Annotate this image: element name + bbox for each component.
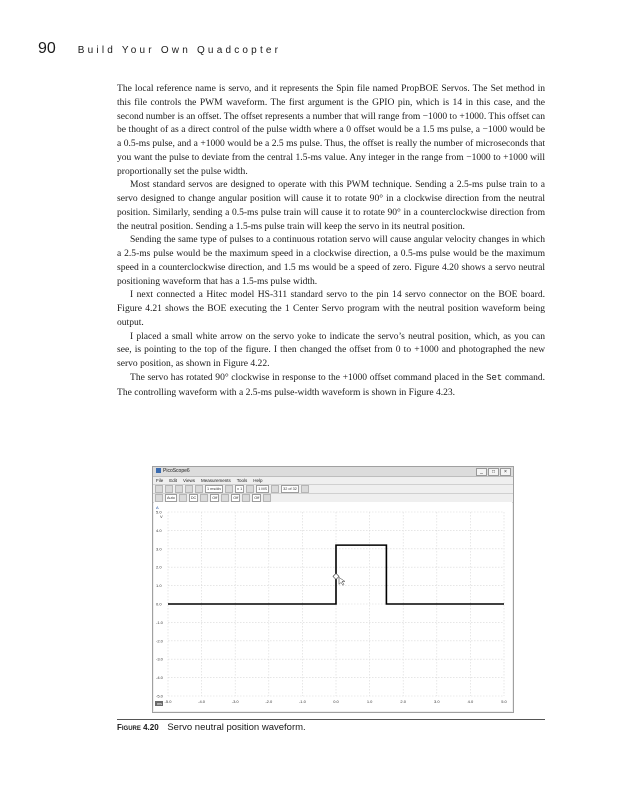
y-tick-label: -2.0 — [156, 638, 163, 644]
toolbar-button-icon[interactable] — [185, 485, 193, 493]
x-unit-label: ms — [157, 702, 163, 706]
menu-item[interactable]: Tools — [236, 478, 248, 483]
menu-item[interactable]: Help — [253, 478, 263, 483]
menu-item[interactable]: Measurements — [200, 478, 231, 483]
minimize-icon[interactable]: _ — [476, 468, 487, 476]
paragraph — [117, 371, 545, 400]
toolbar-dropdown[interactable]: Auto — [167, 496, 175, 500]
x-tick-label: 4.0 — [467, 699, 474, 704]
dropdown-arrow-icon[interactable] — [200, 494, 208, 502]
toolbar-button-icon[interactable] — [195, 485, 203, 493]
x-tick-label: 1.0 — [366, 699, 373, 704]
y-tick-label: 1.0 — [156, 583, 162, 589]
dropdown-arrow-icon[interactable] — [225, 485, 233, 493]
figure-label: Figure 4.20 — [117, 723, 159, 732]
toolbar-dropdown[interactable]: Off — [212, 496, 218, 500]
x-tick-label: -1.0 — [298, 699, 306, 704]
toolbar-button-icon[interactable] — [155, 485, 163, 493]
dropdown-arrow-icon[interactable] — [221, 494, 229, 502]
toolbar-dropdown[interactable]: x 1 — [237, 487, 243, 491]
caption-rule — [117, 719, 545, 720]
running-title: Build Your Own Quadcopter — [77, 45, 282, 56]
inline-code: Set — [486, 372, 503, 383]
x-tick-label: -4.0 — [198, 699, 206, 704]
y-tick-label: -1.0 — [156, 619, 163, 625]
dropdown-arrow-icon[interactable] — [271, 485, 279, 493]
window-title: PicoScope6 — [163, 468, 190, 474]
dropdown-arrow-icon[interactable] — [301, 485, 309, 493]
paragraph — [117, 178, 545, 233]
page-number: 90 — [38, 40, 56, 57]
x-tick-label: 0.0 — [333, 699, 339, 704]
channel-label: A — [156, 505, 159, 510]
y-tick-label: 4.0 — [156, 527, 162, 533]
y-tick-label: 2.0 — [156, 564, 162, 570]
paragraph-text: Sending the same type of pulses to a continuous rotation servo will cause angular velocity changes in which a 2.5-ms pulse would be the maximum speed in a clockwise direction, a 0.5-ms pulse would be the maximum speed in a counterclockwise direction, and 1.5 ms would be a speed of zero. Figure 4.20 shows a servo neutral positioning waveform that has a 1.5-ms pulse width. — [117, 234, 545, 287]
y-tick-label: -4.0 — [156, 675, 163, 681]
page-header — [38, 40, 281, 58]
mouse-cursor-icon — [339, 577, 345, 585]
y-unit-label: V — [160, 514, 163, 519]
menu-item[interactable]: File — [156, 478, 164, 483]
paragraph-text: The local reference name is servo, and it represents the Spin file named PropBOE Servos. The Set method in this file controls the PWM waveform. The first argument is the GPIO pin, which is 14 in this case, and the second number is an offset. The offset represents a number that will range from −1000 to +1000. This offset can be thought of as a direct control of the pulse width where a 0 offset would be a 1.5 ms pulse, a −1000 would be a 0.5-ms pulse, and a +1000 would be a 2.5 ms pulse. Thus, the offset is really the number of microseconds that you want the pulse to deviate from the central 1.5-ms value. Any integer in the range from −1000 to +1000 will proportionally set the pulse width. — [117, 83, 545, 177]
dropdown-arrow-icon[interactable] — [242, 494, 250, 502]
x-tick-label: 5.0 — [501, 699, 507, 704]
body-text — [117, 82, 545, 399]
toolbar-dropdown[interactable]: 1 ms/div — [207, 487, 222, 491]
menu-bar — [153, 477, 513, 485]
paragraph-text: The servo has rotated 90° clockwise in response to the +1000 offset command placed in the — [130, 371, 487, 383]
x-tick-label: -2.0 — [265, 699, 273, 704]
dropdown-arrow-icon[interactable] — [179, 494, 187, 502]
y-tick-label: 3.0 — [156, 546, 162, 552]
close-icon[interactable]: × — [500, 468, 511, 476]
y-tick-label: 5.0 — [156, 509, 162, 515]
x-tick-label: 3.0 — [434, 699, 440, 704]
y-tick-label: -3.0 — [156, 656, 163, 662]
toolbar-dropdown[interactable]: Off — [233, 496, 239, 500]
menu-item[interactable]: Edit — [169, 478, 178, 483]
x-tick-label: -5.0 — [164, 699, 172, 704]
figure-caption-text: Servo neutral position waveform. — [167, 722, 306, 733]
paragraph — [117, 330, 545, 371]
toolbar-timebase — [153, 485, 513, 494]
trigger-marker-icon — [333, 573, 339, 579]
x-tick-label: -3.0 — [231, 699, 239, 704]
toolbar-button-icon[interactable] — [175, 485, 183, 493]
toolbar-dropdown[interactable]: 1 MS — [258, 487, 268, 491]
toolbar-dropdown[interactable]: DC — [190, 496, 197, 500]
paragraph — [117, 288, 545, 329]
toolbar-dropdown[interactable]: 32 of 32 — [283, 487, 297, 491]
figure-caption — [117, 722, 306, 733]
toolbar-button-icon[interactable] — [165, 485, 173, 493]
oscilloscope-screenshot — [152, 466, 514, 713]
x-tick-label: 2.0 — [400, 699, 406, 704]
paragraph — [117, 233, 545, 288]
paragraph-text: I placed a small white arrow on the servo yoke to indicate the servo’s neutral position, which, as you can see, is pointing to the top of the figure. I then changed the offset from 0 to +1000 and photographed the new servo position, as shown in Figure 4.22. — [117, 330, 545, 369]
app-icon — [156, 468, 161, 473]
paragraph-text: Most standard servos are designed to operate with this PWM technique. Sending a 2.5-ms pulse train to a servo designed to change angular position will cause it to rotate 90° in a clockwise direction from the neutral position. Similarly, sending a 0.5-ms pulse train will cause it to rotate 90° in a counterclockwise direction from the neutral position. Sending a 1.5-ms pulse train will keep the servo in its neutral position. — [117, 179, 545, 232]
paragraph-text: I next connected a Hitec model HS-311 standard servo to the pin 14 servo connector on the BOE board. Figure 4.21 shows the BOE executing the 1 Center Servo program with the neutral position waveform being output. — [117, 289, 545, 328]
dropdown-arrow-icon[interactable] — [263, 494, 271, 502]
toolbar-dropdown[interactable]: Off — [254, 496, 260, 500]
paragraph — [117, 82, 545, 178]
menu-item[interactable]: Views — [183, 478, 195, 483]
y-tick-label: 0.0 — [156, 601, 162, 607]
y-tick-label: -5.0 — [156, 693, 163, 699]
toolbar-button-icon[interactable] — [155, 494, 163, 502]
waveform-chart — [154, 502, 512, 711]
scope-plot-area — [154, 502, 512, 711]
window-titlebar — [153, 467, 513, 477]
paragraph-text: command. The controlling waveform with a 2.5-ms pulse-width waveform is shown in Figure 4.23. — [117, 371, 546, 398]
maximize-icon[interactable]: □ — [488, 468, 499, 476]
dropdown-arrow-icon[interactable] — [246, 485, 254, 493]
